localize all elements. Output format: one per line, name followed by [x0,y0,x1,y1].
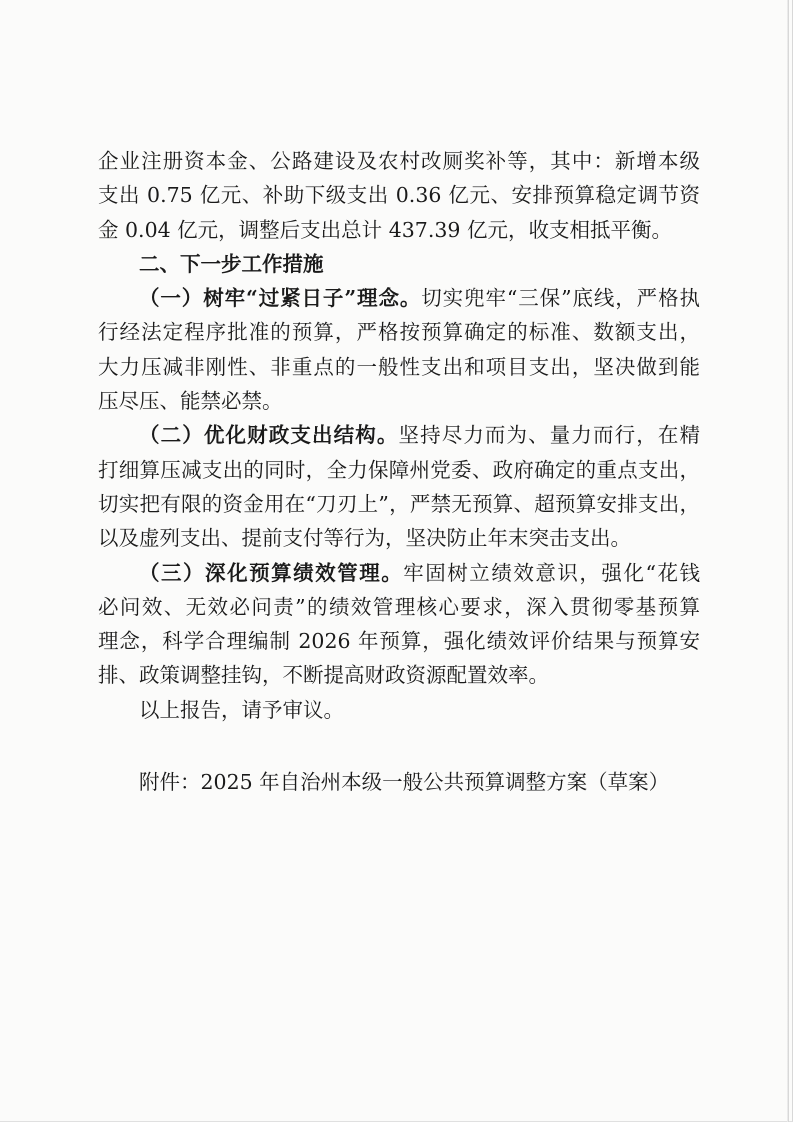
m2-line-4: 以及虚列支出、提前支付等行为，坚决防止年末突击支出。 [98,526,631,551]
m1-line-1-rest: 切实兜牢“三保”底线，严格执 [421,286,700,311]
m2-line-3: 切实把有限的资金用在“刀刃上”，严禁无预算、超预算安排支出， [98,491,700,516]
m2-line-2: 打细算压减支出的同时，全力保障州党委、政府确定的重点支出， [98,457,700,482]
spacer [98,727,700,765]
p1-line-1: 企业注册资本金、公路建设及农村改厕奖补等，其中：新增本级 [98,149,700,173]
m2-title: （二）优化财政支出结构。 [139,423,399,448]
p1-line-3: 金 0.04 亿元，调整后支出总计 437.39 亿元，收支相抵平衡。 [98,217,672,242]
m3-line-1 [98,556,700,590]
closing-line: 以上报告，请予审议。 [139,697,344,722]
m3-title: （三）深化预算绩效管理。 [139,560,404,585]
m3-line-2: 必问效、无效必问责”的绩效管理核心要求，深入贯彻零基预算 [98,594,700,619]
m2-line-1 [98,418,700,452]
m1-line-2: 行经法定程序批准的预算，严格按预算确定的标准、数额支出， [98,320,700,345]
scan-edge [787,0,789,1122]
m1-line-3: 大力压减非刚性、非重点的一般性支出和项目支出，坚决做到能 [98,354,700,379]
m1-line-4: 压尽压、能禁必禁。 [98,389,283,414]
p1-line-2: 支出 0.75 亿元、补助下级支出 0.36 亿元、安排预算稳定调节资 [98,183,700,208]
m3-line-3: 理念，科学合理编制 2026 年预算，强化绩效评价结果与预算安 [98,629,700,654]
section-heading: 二、下一步工作措施 [139,251,324,276]
attachment-line: 附件：2025 年自治州本级一般公共预算调整方案（草案） [139,770,670,795]
m1-title: （一）树牢“过紧日子”理念。 [139,286,422,311]
m3-line-1-rest: 牢固树立绩效意识，强化“花钱 [403,560,700,585]
m1-line-1 [98,281,700,315]
m2-line-1-rest: 坚持尽力而为、量力而行，在精 [398,423,700,448]
m3-line-4: 排、政策调整挂钩，不断提高财政资源配置效率。 [98,663,549,688]
report-body [98,144,700,799]
